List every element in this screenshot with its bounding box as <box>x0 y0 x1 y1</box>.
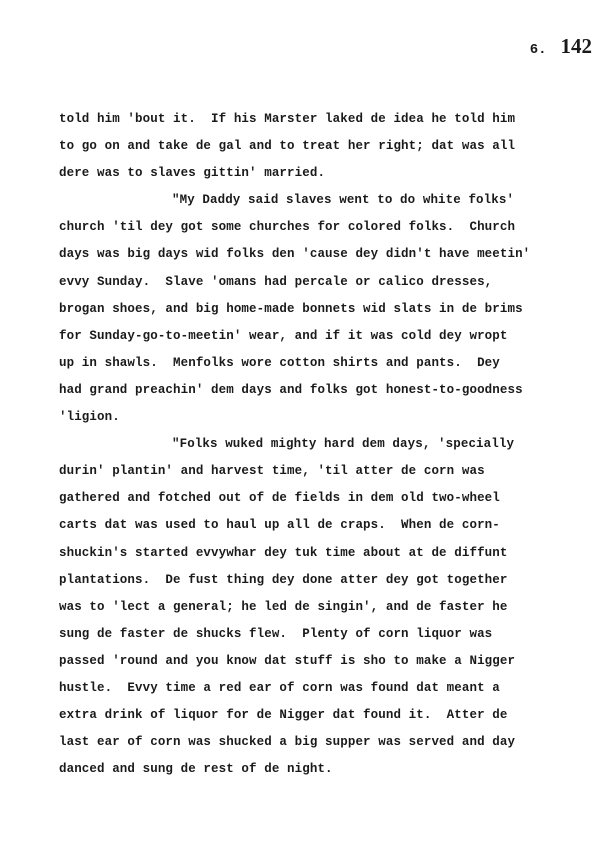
text-line: evvy Sunday. Slave 'omans had percale or calico dresses, <box>59 274 493 289</box>
text-line: shuckin's started evvywhar dey tuk time about at de diffunt <box>59 545 508 560</box>
text-line: 'ligion. <box>59 410 120 425</box>
text-line: had grand preachin' dem days and folks got honest-to-goodness <box>59 382 523 397</box>
text-line: church 'til dey got some churches for colored folks. Church <box>59 220 516 235</box>
text-line: sung de faster de shucks flew. Plenty of corn liquor was <box>59 626 493 641</box>
page-number <box>530 34 592 59</box>
text-line: hustle. Evvy time a red ear of corn was found dat meant a <box>59 680 500 695</box>
text-line: "Folks wuked mighty hard dem days, 'specially <box>172 437 515 452</box>
text-line: brogan shoes, and big home-made bonnets wid slats in de brims <box>59 301 523 316</box>
text-line: for Sunday-go-to-meetin' wear, and if it was cold dey wropt <box>59 328 508 343</box>
text-line: gathered and fotched out of de fields in dem old two-wheel <box>59 491 500 506</box>
text-line: up in shawls. Menfolks wore cotton shirts and pants. Dey <box>59 355 500 370</box>
text-line: dere was to slaves gittin' married. <box>59 166 326 181</box>
folio-number: 142 <box>560 34 592 58</box>
section-number: 6. <box>529 42 547 58</box>
text-line: extra drink of liquor for de Nigger dat found it. Atter de <box>59 708 508 723</box>
text-line: carts dat was used to haul up all de craps. When de corn- <box>59 518 500 533</box>
text-line: to go on and take de gal and to treat her right; dat was all <box>59 139 516 154</box>
text-line: "My Daddy said slaves went to do white folks' <box>172 193 515 208</box>
text-line: told him 'bout it. If his Marster laked de idea he told him <box>59 112 516 126</box>
text-line: danced and sung de rest of de night. <box>59 762 333 777</box>
text-line: plantations. De fust thing dey done atter dey got together <box>59 572 508 587</box>
text-line: days was big days wid folks den 'cause dey didn't have meetin' <box>59 247 531 262</box>
body-text <box>59 106 599 783</box>
text-line: durin' plantin' and harvest time, 'til atter de corn was <box>59 464 485 479</box>
text-line: passed 'round and you know dat stuff is sho to make a Nigger <box>59 653 516 668</box>
text-line: was to 'lect a general; he led de singin', and de faster he <box>59 599 508 614</box>
text-line: last ear of corn was shucked a big supper was served and day <box>59 735 516 750</box>
